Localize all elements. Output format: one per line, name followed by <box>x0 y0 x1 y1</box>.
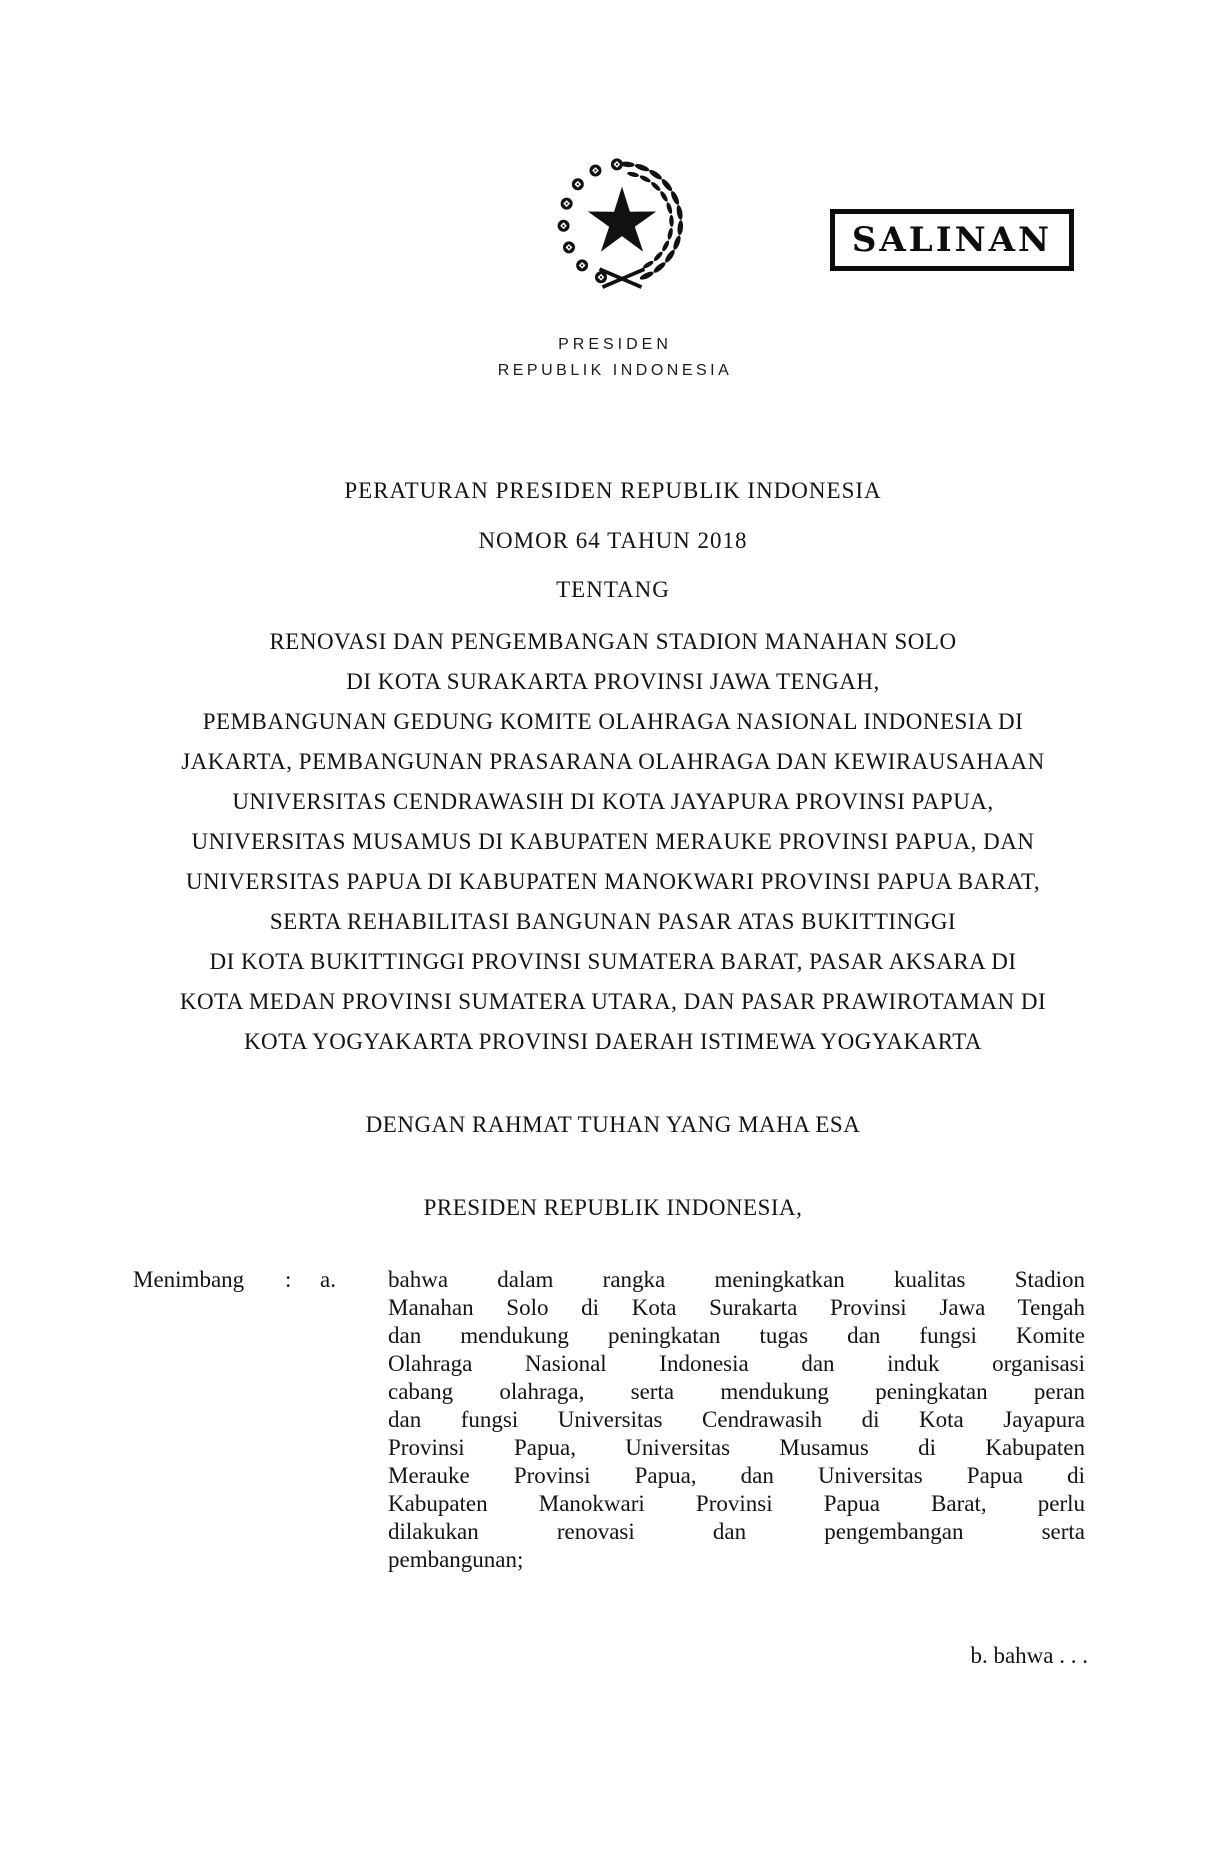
paragraph-line: pembangunan; <box>388 1547 524 1572</box>
garuda-star-wreath-emblem-icon <box>547 152 697 300</box>
paragraph-line: Olahraga Nasional Indonesia dan induk organisasi <box>388 1351 1085 1376</box>
subject-line: RENOVASI DAN PENGEMBANGAN STADION MANAHAN SOLO <box>269 629 957 654</box>
subject-line: UNIVERSITAS MUSAMUS DI KABUPATEN MERAUKE PROVINSI PAPUA, DAN <box>191 829 1035 854</box>
star <box>588 187 656 252</box>
paragraph-line: Provinsi Papua, Universitas Musamus di Kabupaten <box>388 1435 1085 1460</box>
subject-line: KOTA MEDAN PROVINSI SUMATERA UTARA, DAN PASAR PRAWIROTAMAN DI <box>179 989 1047 1014</box>
issuer-line: PRESIDEN REPUBLIK INDONESIA, <box>423 1195 803 1220</box>
regulation-heading: PERATURAN PRESIDEN REPUBLIK INDONESIA <box>344 478 882 503</box>
consideration-paragraph <box>388 1266 1085 1574</box>
paragraph-line: Merauke Provinsi Papua, dan Universitas Papua di <box>388 1463 1085 1488</box>
menimbang-label: Menimbang <box>133 1267 245 1292</box>
item-marker-a: a. <box>320 1267 336 1292</box>
salinan-stamp-label: SALINAN <box>851 220 1053 260</box>
subject-line: PEMBANGUNAN GEDUNG KOMITE OLAHRAGA NASIONAL INDONESIA DI <box>202 709 1024 734</box>
catchword-next-page: b. bahwa . . . <box>970 1643 1088 1668</box>
letterhead-presiden: PRESIDEN <box>558 336 672 353</box>
paragraph-line: dan mendukung peningkatan tugas dan fungsi Komite <box>388 1323 1085 1348</box>
subject-line: UNIVERSITAS PAPUA DI KABUPATEN MANOKWARI PROVINSI PAPUA BARAT, <box>185 869 1041 894</box>
subject-line: JAKARTA, PEMBANGUNAN PRASARANA OLAHRAGA DAN KEWIRAUSAHAAN <box>181 749 1045 774</box>
subject-line: DI KOTA BUKITTINGGI PROVINSI SUMATERA BARAT, PASAR AKSARA DI <box>209 949 1017 974</box>
salinan-stamp <box>830 209 1074 271</box>
invocation-line: DENGAN RAHMAT TUHAN YANG MAHA ESA <box>365 1112 861 1137</box>
paragraph-line: dilakukan renovasi dan pengembangan serta <box>388 1519 1085 1544</box>
regulation-number: NOMOR 64 TAHUN 2018 <box>478 528 748 553</box>
considerations-block <box>133 1266 1088 1574</box>
paragraph-line: Kabupaten Manokwari Provinsi Papua Barat, perlu <box>388 1491 1085 1516</box>
regulation-subject <box>138 622 1088 1062</box>
subject-line: DI KOTA SURAKARTA PROVINSI JAWA TENGAH, <box>346 669 880 694</box>
paragraph-line: dan fungsi Universitas Cendrawasih di Kota Jayapura <box>388 1407 1085 1432</box>
paragraph-line: cabang olahraga, serta mendukung peningkatan peran <box>388 1379 1085 1404</box>
paragraph-line: bahwa dalam rangka meningkatkan kualitas Stadion <box>388 1267 1085 1292</box>
tentang-label: TENTANG <box>556 577 670 602</box>
subject-line: UNIVERSITAS CENDRAWASIH DI KOTA JAYAPURA PROVINSI PAPUA, <box>232 789 994 814</box>
subject-line: KOTA YOGYAKARTA PROVINSI DAERAH ISTIMEWA YOGYAKARTA <box>243 1029 983 1054</box>
paragraph-line: Manahan Solo di Kota Surakarta Provinsi Jawa Tengah <box>388 1295 1085 1320</box>
menimbang-colon: : <box>285 1267 292 1292</box>
subject-line: SERTA REHABILITASI BANGUNAN PASAR ATAS BUKITTINGGI <box>269 909 957 934</box>
letterhead-republik-indonesia: REPUBLIK INDONESIA <box>497 362 733 379</box>
